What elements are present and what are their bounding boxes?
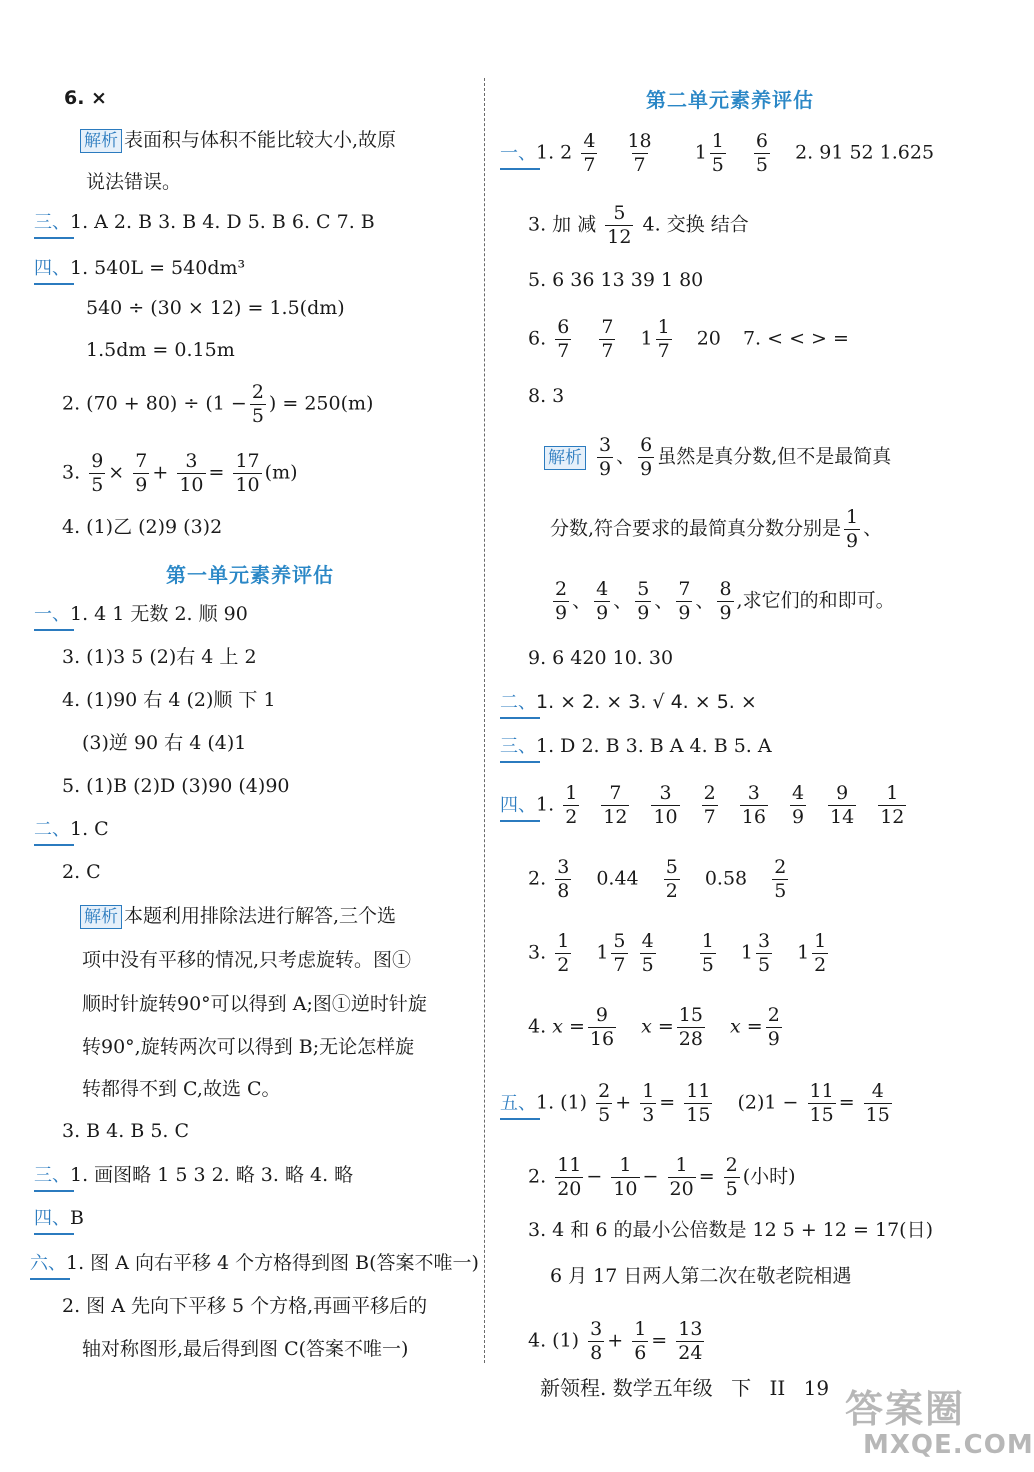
section-4-q4: 4. (1)乙 (2)9 (3)2 <box>62 516 223 538</box>
fraction: $\frac{3}{10}$ <box>653 782 678 828</box>
u1-analysis-3: 顺时针旋转90°可以得到 A;图①逆时针旋 <box>82 993 427 1015</box>
u2-section-1-q6: 6. $\frac{6}{7}$ $\frac{7}{7}$ 1 $\frac{1}{7}$ 20 7. < < > = <box>528 316 849 362</box>
u2-analysis-3: $\frac{2}{9}$ 、 $\frac{4}{9}$ 、 $\frac{5}{9}$ 、 $\frac{7}{9}$ 、 $\frac{8}{9}$ ,求它们的和即可。 <box>550 580 895 623</box>
term-label: 下 <box>731 1376 752 1400</box>
u2-section-1-q1: 一、1. 2 $\frac{4}{7}$ $\frac{18}{7}$ 1 $\frac{1}{5}$ $\frac{6}{5}$ 2. 91 52 1.625 <box>500 130 935 176</box>
u2-section-1-q3: 3. 加 减 $\frac{5}{12}$ 4. 交换 结合 <box>528 202 749 248</box>
u2-section-5-q2: 2. $\frac{11}{20}$ − $\frac{1}{10}$ − $\frac{1}{20}$ = $\frac{2}{5}$ (小时) <box>528 1154 796 1200</box>
u1-section-1-q4a: 4. (1)90 右 4 (2)顺 下 1 <box>62 689 276 711</box>
u1-analysis-5: 转都得不到 C,故选 C。 <box>82 1078 281 1100</box>
fraction: $\frac{5}{9}$ <box>637 578 650 624</box>
u2-analysis-1: 解析 $\frac{3}{9}$ 、 $\frac{6}{9}$ 虽然是真分数,但不是最简真 <box>544 436 891 479</box>
u2-section-1-q9: 9. 6 420 10. 30 <box>528 647 674 669</box>
u1-analysis-4: 转90°,旋转两次可以得到 B;无论怎样旋 <box>82 1036 415 1058</box>
analysis-tag: 解析 <box>80 905 122 929</box>
fraction: $\frac{2}{7}$ <box>703 782 716 828</box>
u1-section-1-q1: 一、1. 4 1 无数 2. 顺 90 <box>34 600 248 629</box>
unit1-title: 第一单元素养评估 <box>166 563 334 587</box>
u2-section-5-q4: 4. (1) $\frac{3}{8}$ + $\frac{1}{6}$ = $\frac{13}{24}$ <box>528 1318 703 1364</box>
page-footer <box>540 1372 841 1401</box>
fraction: $\frac{2}{9}$ <box>555 578 568 624</box>
u1-analysis-1: 解析 本题利用排除法进行解答,三个选 <box>80 902 396 930</box>
q6-analysis-cont: 说法错误。 <box>86 171 182 193</box>
fraction: $\frac{4}{9}$ <box>596 578 609 624</box>
u1-section-4: 四、B <box>34 1204 84 1233</box>
section-3: 三、1. A 2. B 3. B 4. D 5. B 6. C 7. B <box>34 208 375 237</box>
volume-label: II <box>769 1376 786 1400</box>
u2-section-4-q2: 2. $\frac{3}{8}$ 0.44 $\frac{5}{2}$ 0.58 $\frac{2}{5}$ <box>528 856 787 902</box>
book-title: 新领程. 数学五年级 <box>540 1376 713 1400</box>
watermark-logo: 答案圈 MXQE.COM <box>845 1387 1034 1460</box>
u1-analysis-2: 项中没有平移的情况,只考虑旋转。图① <box>82 949 412 971</box>
u2-section-2: 二、1. × 2. × 3. √ 4. × 5. × <box>500 688 757 717</box>
u2-section-4-q1: 四、1. $\frac{1}{2}$ $\frac{7}{12}$ $\frac{3}{10}$ $\frac{2}{7}$ $\frac{3}{16}$ $\frac{4}{9}$ $\frac{9}{14}$ $\frac{1}{12}$ <box>500 784 925 827</box>
u1-section-2-q2: 2. C <box>62 861 101 883</box>
page-number: 19 <box>803 1376 830 1400</box>
u1-section-1-q3: 3. (1)3 5 (2)右 4 上 2 <box>62 646 257 668</box>
u2-section-3: 三、1. D 2. B 3. B A 4. B 5. A <box>500 732 772 761</box>
section-4-q1: 四、1. 540L = 540dm³ <box>34 254 245 283</box>
u1-section-3: 三、1. 画图略 1 5 3 2. 略 3. 略 4. 略 <box>34 1161 353 1190</box>
u2-section-1-q8: 8. 3 <box>528 385 565 407</box>
fraction: $\frac{1}{12}$ <box>880 782 905 828</box>
fraction: $\frac{4}{9}$ <box>791 782 805 828</box>
u1-section-2-q1: 二、1. C <box>34 815 109 844</box>
column-divider <box>484 78 485 1363</box>
u2-section-1-q5: 5. 6 36 13 39 1 80 <box>528 269 704 291</box>
fraction: $\frac{9}{14}$ <box>830 782 855 828</box>
u1-section-6-q1: 六、1. 图 A 向右平移 4 个方格得到图 B(答案不唯一) <box>30 1249 479 1278</box>
analysis-tag: 解析 <box>544 446 586 470</box>
u1-section-6-q2b: 轴对称图形,最后得到图 C(答案不唯一) <box>82 1338 409 1360</box>
analysis-fraction-list: $\frac{2}{9}$ 、 $\frac{4}{9}$ 、 $\frac{5}{9}$ 、 $\frac{7}{9}$ 、 $\frac{8}{9}$ <box>555 578 732 624</box>
section-4-q1-step: 540 ÷ (30 × 12) = 1.5(dm) <box>86 297 345 319</box>
u2-section-4-q3: 3. $\frac{1}{2}$ 1 $\frac{5}{7}$ $\frac{4}{5}$ $\frac{1}{5}$ 1 $\frac{3}{5}$ 1 $\frac{1}{2}$ <box>528 930 827 976</box>
u1-section-1-q4b: (3)逆 90 右 4 (4)1 <box>82 732 247 754</box>
q6-analysis: 解析 表面积与体积不能比较大小,故原 <box>80 126 396 154</box>
fraction: $\frac{1}{2}$ <box>565 782 578 828</box>
u1-section-6-q2a: 2. 图 A 先向下平移 5 个方格,再画平移后的 <box>62 1295 428 1317</box>
fraction: $\frac{7}{9}$ <box>678 578 691 624</box>
fraction: $\frac{3}{16}$ <box>741 782 766 828</box>
u2-section-5-q3a: 3. 4 和 6 的最小公倍数是 12 5 + 12 = 17(日) <box>528 1219 933 1241</box>
section-4-q1-result: 1.5dm = 0.15m <box>86 339 235 361</box>
u2-analysis-2: 分数,符合要求的最简真分数分别是 $\frac{1}{9}$ 、 <box>550 506 883 552</box>
u2-section-5-q3b: 6 月 17 日两人第二次在敬老院相遇 <box>550 1265 852 1287</box>
u2-section-5-q1: 五、1. (1) $\frac{2}{5}$ + $\frac{1}{3}$ = $\frac{11}{15}$ (2)1 − $\frac{11}{15}$ = $\frac{4}{15}$ <box>500 1080 890 1126</box>
section-4-q2: 2. (70 + 80) ÷ (1 − $\frac{2}{5}$ ) = 250(m) <box>62 381 374 427</box>
fraction: $\frac{7}{12}$ <box>603 782 628 828</box>
fraction: $\frac{8}{9}$ <box>719 578 732 624</box>
u1-section-1-q5: 5. (1)B (2)D (3)90 (4)90 <box>62 775 290 797</box>
analysis-tag: 解析 <box>80 129 122 153</box>
u2-section-4-q4: 4. x = $\frac{9}{16}$ x = $\frac{15}{28}$ x = $\frac{2}{9}$ <box>528 1004 780 1050</box>
u1-section-2-q3: 3. B 4. B 5. C <box>62 1120 190 1142</box>
unit2-title: 第二单元素养评估 <box>646 88 814 112</box>
section-4-q3: 3. $\frac{9}{5}$ × $\frac{7}{9}$ + $\frac{3}{10}$ = $\frac{17}{10}$ (m) <box>62 450 298 496</box>
q6-answer: 6. × <box>64 87 107 109</box>
